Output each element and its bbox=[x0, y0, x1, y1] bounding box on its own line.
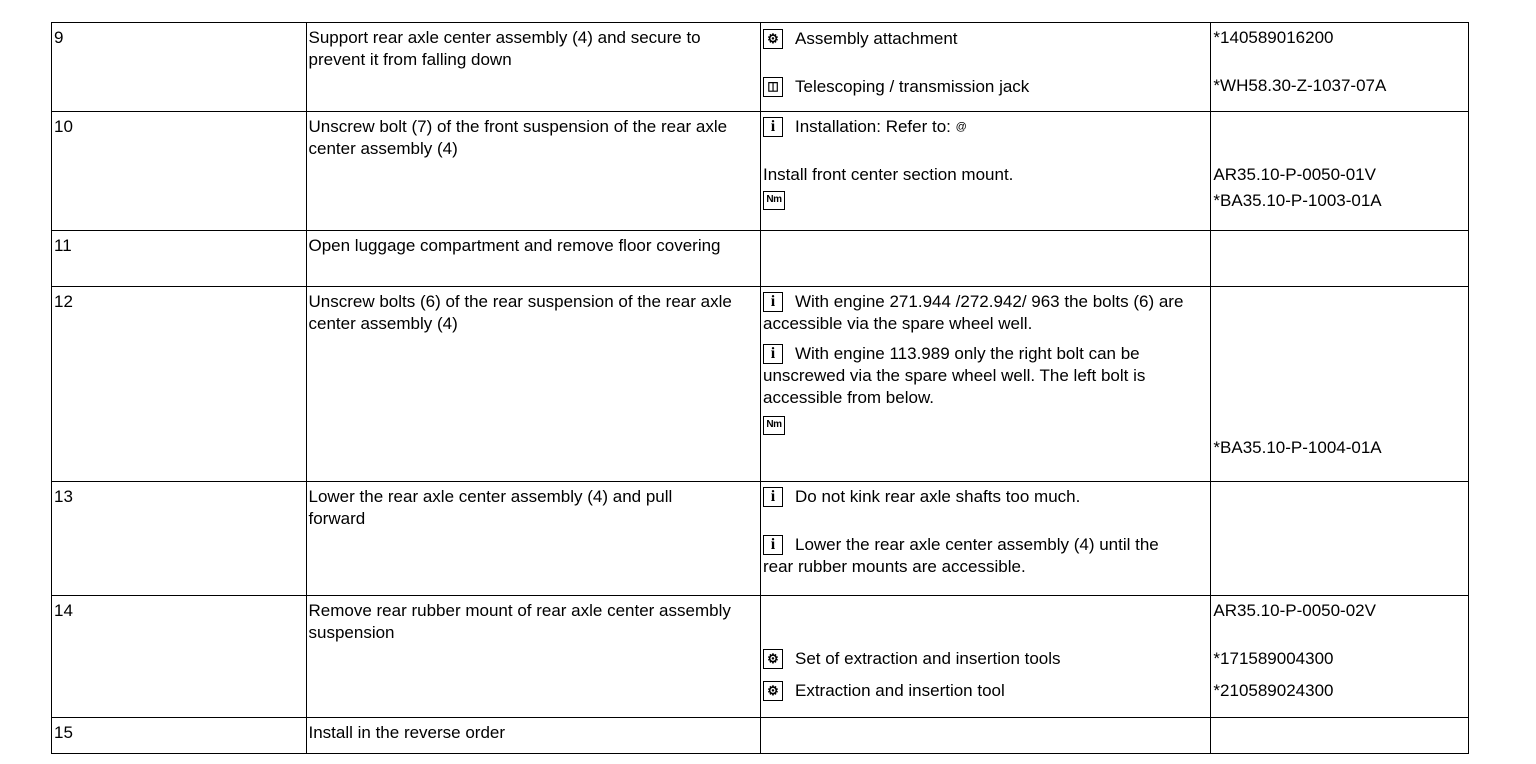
step-notes bbox=[760, 596, 1210, 718]
table-row bbox=[52, 718, 1469, 754]
step-references bbox=[1211, 287, 1469, 482]
step-action bbox=[306, 482, 760, 596]
step-number: 15 bbox=[52, 718, 307, 754]
note-text: Installation: Refer to: bbox=[794, 117, 951, 136]
at-link-icon[interactable]: @ bbox=[955, 121, 967, 133]
step-action: Support rear axle center assembly (4) and secure to prevent it from falling down bbox=[306, 23, 760, 112]
step-action: Install in the reverse order bbox=[306, 718, 760, 754]
table-row bbox=[52, 231, 1469, 287]
note-text: Assembly attachment bbox=[794, 29, 958, 48]
info-icon: i bbox=[763, 535, 783, 555]
note-text: Telescoping / transmission jack bbox=[794, 77, 1030, 96]
step-references bbox=[1211, 112, 1469, 231]
action-text: Lower the rear axle center assembly (4) and pull forward bbox=[308, 487, 673, 528]
jack-tool-icon: ◫ bbox=[763, 77, 783, 97]
special-tool-icon bbox=[763, 649, 783, 669]
table-row bbox=[52, 596, 1469, 718]
special-tool-icon bbox=[763, 29, 783, 49]
repair-steps-table bbox=[51, 22, 1469, 754]
step-notes bbox=[760, 23, 1210, 112]
step-action: Remove rear rubber mount of rear axle center assembly suspension bbox=[306, 596, 760, 718]
document-reference-link[interactable]: AR35.10-P-0050-01V bbox=[1213, 165, 1376, 184]
note-text: With engine 271.944 /272.942/ 963 the bolts (6) are accessible via the spare wheel well. bbox=[762, 292, 1184, 333]
step-notes bbox=[760, 231, 1210, 287]
step-notes bbox=[760, 287, 1210, 482]
note-text: Extraction and insertion tool bbox=[794, 681, 1005, 700]
info-icon: i bbox=[763, 292, 783, 312]
note-text: With engine 113.989 only the right bolt can be unscrewed via the spare wheel well. The left bolt is accessible from below. bbox=[762, 344, 1146, 407]
table-row bbox=[52, 112, 1469, 231]
torque-nm-icon: Nm bbox=[763, 416, 785, 435]
step-references bbox=[1211, 718, 1469, 754]
note-text: Set of extraction and insertion tools bbox=[794, 649, 1061, 668]
step-number: 11 bbox=[52, 231, 307, 287]
part-number: *210589024300 bbox=[1213, 681, 1334, 700]
step-notes bbox=[760, 112, 1210, 231]
step-action: Unscrew bolts (6) of the rear suspension of the rear axle center assembly (4) bbox=[306, 287, 760, 482]
step-action: Unscrew bolt (7) of the front suspension of the rear axle center assembly (4) bbox=[306, 112, 760, 231]
info-icon: i bbox=[763, 487, 783, 507]
step-notes bbox=[760, 718, 1210, 754]
step-number: 10 bbox=[52, 112, 307, 231]
step-references bbox=[1211, 231, 1469, 287]
note-text: Lower the rear axle center assembly (4) until the rear rubber mounts are accessible. bbox=[762, 535, 1159, 576]
note-text: Do not kink rear axle shafts too much. bbox=[794, 487, 1081, 506]
step-references bbox=[1211, 596, 1469, 718]
table-row bbox=[52, 23, 1469, 112]
step-number: 12 bbox=[52, 287, 307, 482]
step-references bbox=[1211, 482, 1469, 596]
table-row bbox=[52, 482, 1469, 596]
step-references bbox=[1211, 23, 1469, 112]
step-action: Open luggage compartment and remove floor covering bbox=[306, 231, 760, 287]
torque-reference[interactable]: *BA35.10-P-1004-01A bbox=[1213, 438, 1382, 457]
step-number: 9 bbox=[52, 23, 307, 112]
part-number: *171589004300 bbox=[1213, 649, 1334, 668]
part-number: *WH58.30-Z-1037-07A bbox=[1213, 76, 1387, 95]
document-reference-link[interactable]: AR35.10-P-0050-02V bbox=[1213, 601, 1376, 620]
note-text: Install front center section mount. bbox=[762, 165, 1014, 184]
table-row bbox=[52, 287, 1469, 482]
torque-nm-icon: Nm bbox=[763, 191, 785, 210]
info-icon: i bbox=[763, 117, 783, 137]
step-number: 14 bbox=[52, 596, 307, 718]
step-notes bbox=[760, 482, 1210, 596]
info-icon: i bbox=[763, 344, 783, 364]
part-number: *140589016200 bbox=[1213, 28, 1334, 47]
torque-reference[interactable]: *BA35.10-P-1003-01A bbox=[1213, 191, 1382, 210]
special-tool-icon bbox=[763, 681, 783, 701]
step-number: 13 bbox=[52, 482, 307, 596]
